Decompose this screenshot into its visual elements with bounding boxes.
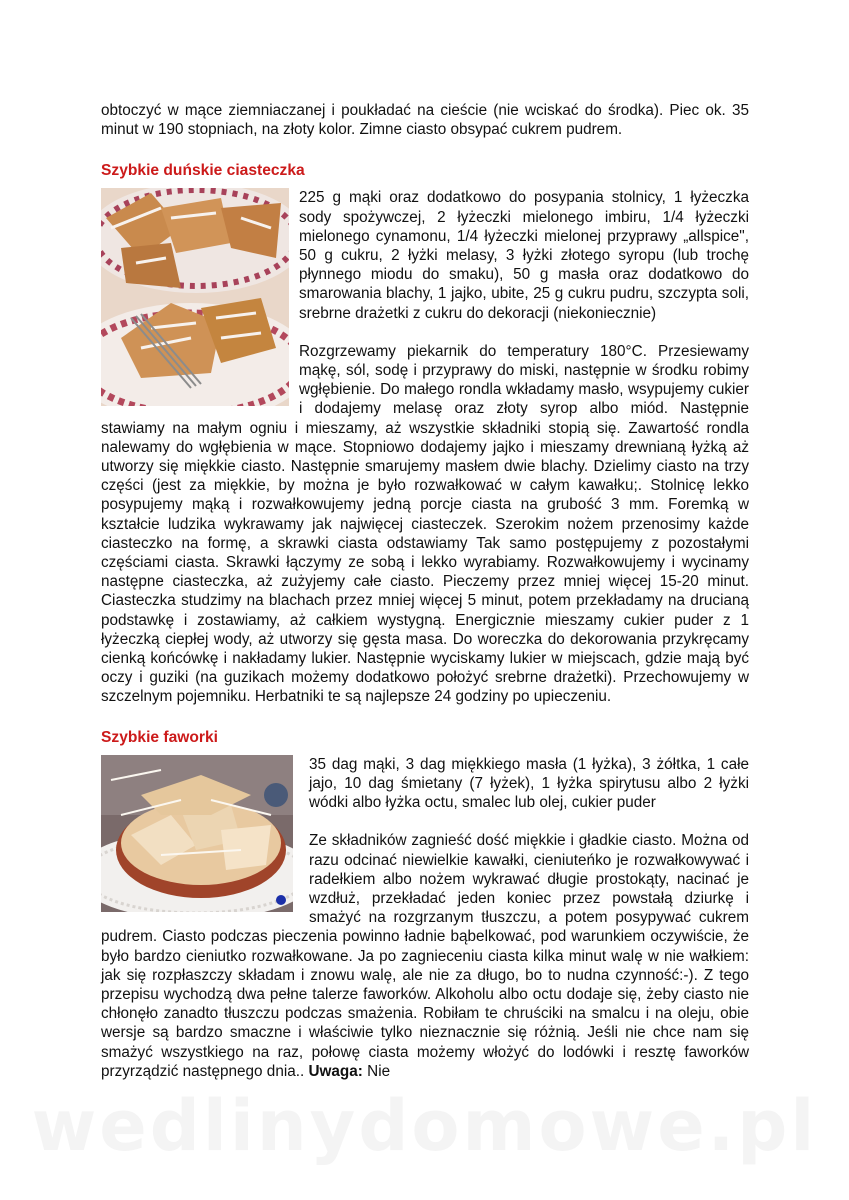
faworki-photo xyxy=(101,755,293,912)
site-watermark: wedlinydomowe.pl xyxy=(31,1085,818,1167)
danish-cookies-photo xyxy=(101,188,289,406)
document-page xyxy=(101,101,749,1081)
danish-cookies-method: Rozgrzewamy piekarnik do temperatury 180°C. Przesiewamy mąkę, sól, sodę i przyprawy do miski, następnie w środku robimy wgłębienie. Do małego rondla wkładamy masło, wsypujemy cukier i dodajemy melasę oraz złoty syrop albo miód. Następnie stawiamy na małym ogniu i mieszamy, aż wszystkie składniki stopią się. Zawartość rondla nalewamy do wgłębienia w mące. Stopniowo dodajemy jajko i mieszamy drewnianą łyżką aż utworzy się miękkie ciasto. Następnie smarujemy masłem dwie blachy. Dzielimy ciasto na trzy części (jest za miękkie, by można je było rozwałkować w całym kawałku;. Stolnicę lekko posypujemy mąką i rozwałkowujemy jedną porcje ciasta na grubość 3 mm. Foremką w kształcie ludzika wykrawamy jak najwięcej ciasteczek. Szerokim nożem przenosimy każde ciasteczko na formę, a skrawki ciasta odstawiamy Tak samo postępujemy z pozostałymi częściami ciasta. Skrawki łączymy ze sobą i lekko wyrabiamy. Rozwałkowujemy i wycinamy następne ciasteczka, aż zużyjemy całe ciasto. Pieczemy przez mniej więcej 15-20 minut. Ciasteczka studzimy na blachach przez mniej więcej 5 minut, potem przekładamy na drucianą podstawkę i zostawiamy, aż całkiem wystygną. Energicznie mieszamy cukier puder z 1 łyżeczką ciepłej wody, aż utworzy się gęsta masa. Do woreczka do dekorowania przykręcamy cienką końcówkę i nakładamy lukier. Następnie wyciskamy lukier w miejscach, gdzie mają być oczy i guziki (na guzikach możemy dodatkowo położyć srebrne drażetki). Przechowujemy w szczelnym pojemniku. Herbatniki te są najlepsze 24 godziny po upieczeniu. xyxy=(101,342,749,706)
faworki-ingredients: 35 dag mąki, 3 dag miękkiego masła (1 łyżka), 3 żółtka, 1 całe jajo, 10 dag śmietany (7 łyżek), 1 łyżka spirytusu albo 2 łyżki wódki albo łyżka octu, smalec lub olej, cukier puder xyxy=(309,755,749,812)
danish-cookies-ingredients: 225 g mąki oraz dodatkowo do posypania stolnicy, 1 łyżeczka sody spożywczej, 2 łyżeczki mielonego imbiru, 1/4 łyżeczki mielonego cynamonu, 1/4 łyżeczki mielonej przyprawy „allspice", 50 g cukru, 2 łyżki melasy, 3 łyżki złotego syropu (lub trochę płynnego miodu do smaku), 50 g masła oraz dodatkowo do smarowania blachy, 1 jajko, ubite, 25 g cukru pudru, szczypta soli, srebrne drażetki z cukru do dekoracji (niekoniecznie) xyxy=(299,189,749,322)
intro-paragraph: obtoczyć w mące ziemniaczanej i poukładać na cieście (nie wciskać do środka). Piec ok. 35 minut w 190 stopniach, na złoty kolor. Zimne ciasto obsypać cukrem pudrem. xyxy=(101,102,749,139)
faworki-method-text: Ze składników zagnieść dość miękkie i gładkie ciasto. Można od razu odcinać niewielkie kawałki, cieniuteńko je rozwałkowywać i radełkiem albo nożem wykrawać długie prostokąty, nacinać je wzdłuż, przekładać jeden koniec przez powstałą dziurkę i smażyć na rozgrzanym tłuszczu, a potem posypywać cukrem pudrem. Ciasto podczas pieczenia powinno ładnie bąbelkować, pod warunkiem oczywiście, że było bardzo cieniutko rozwałkowane. Ja po zagnieceniu ciasta kilka minut walę w nie wałkiem: jak się rozpłaszczy składam i znowu walę, ale nie za długo, bo to nudna czynność:-). Z tego przepisu wychodzą dwa pełne talerze faworków. Alkoholu albo octu dodaje się, żeby ciasto nie chłonęło zanadto tłuszczu podczas smażenia. Robiłam te chruściki na smalcu i na oleju, obie wersje są bardzo smaczne i właściwie tylko nieznacznie się różnią. Jeśli nie chce nam się smażyć wszystkiego na raz, połowę ciasta możemy włożyć do lodówki i resztę faworków przyrządzić następnego dnia.. xyxy=(101,832,749,1080)
recipe-title-faworki: Szybkie faworki xyxy=(101,728,218,746)
recipe-title-danish-cookies: Szybkie duńskie ciasteczka xyxy=(101,162,305,180)
faworki-note-tail: Nie xyxy=(367,1062,391,1080)
faworki-note-label: Uwaga: xyxy=(308,1062,363,1080)
